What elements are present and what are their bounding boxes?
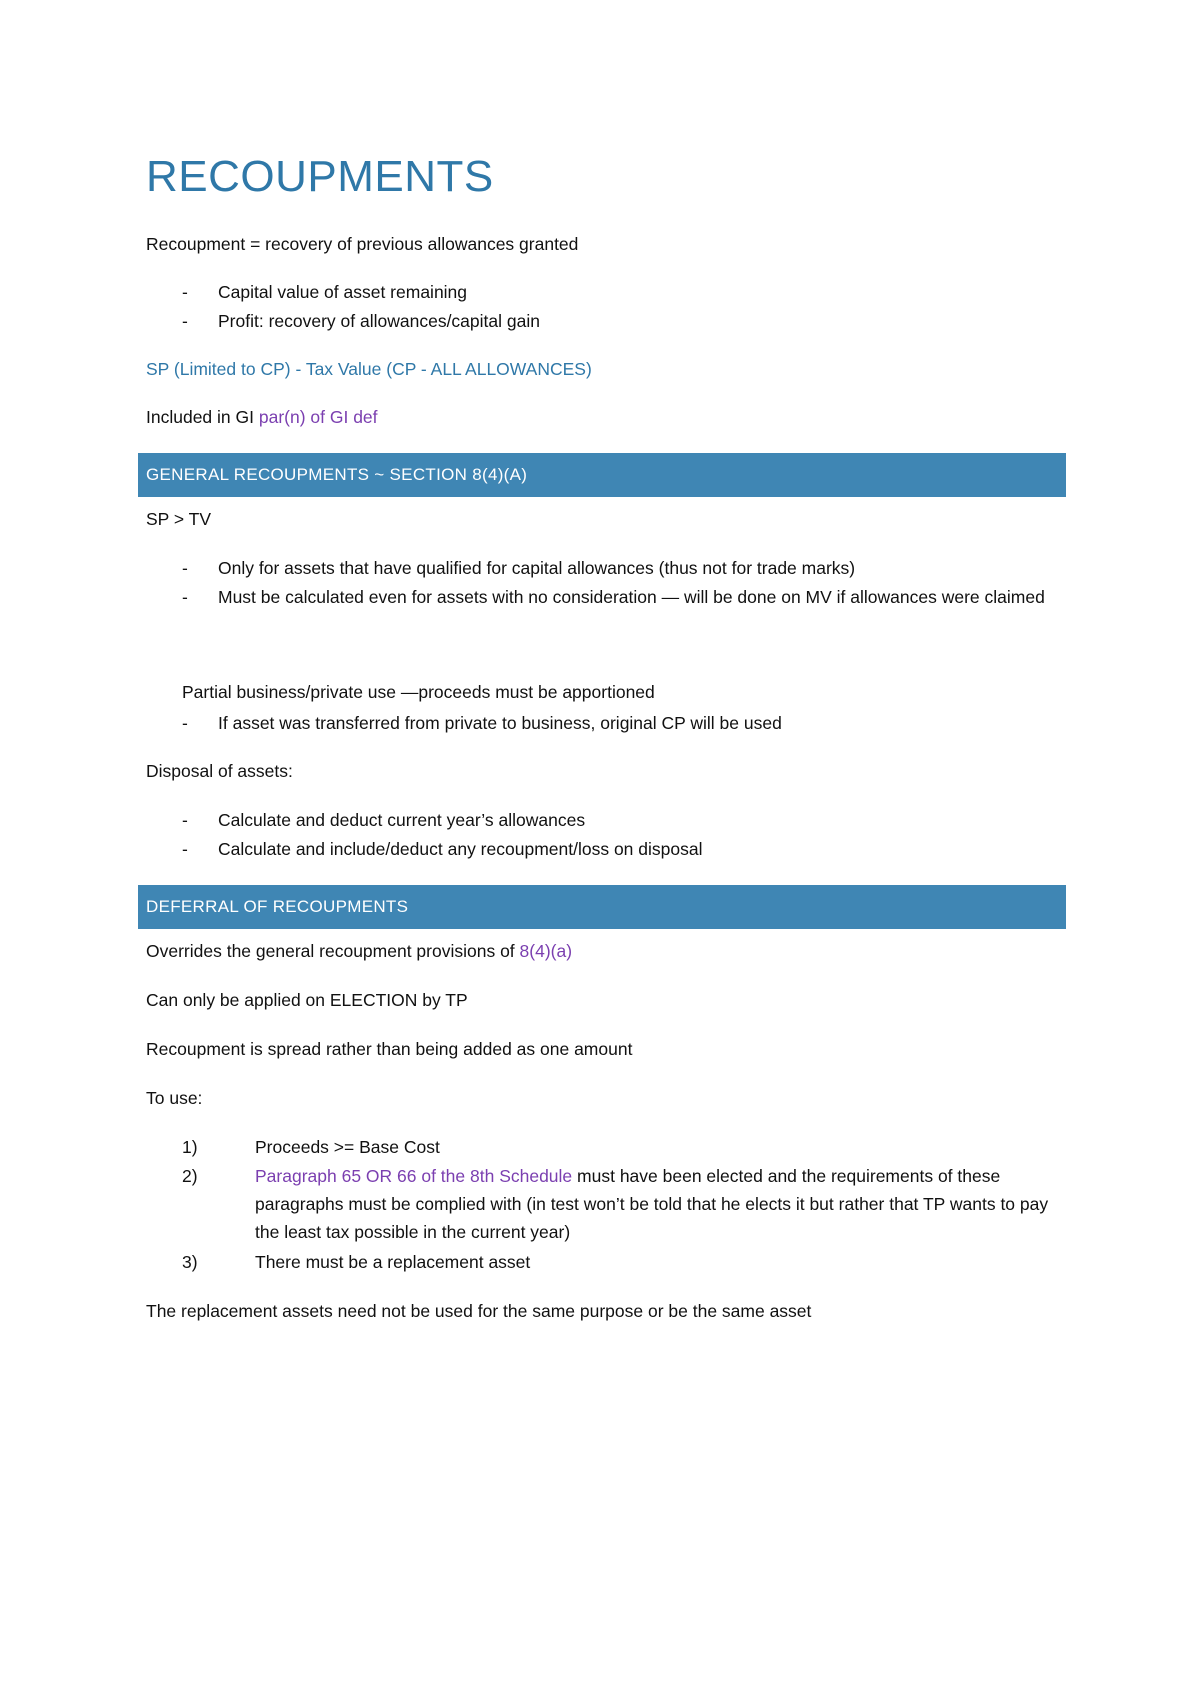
step-number: 3) bbox=[182, 1252, 198, 1272]
included-reference: par(n) of GI def bbox=[258, 407, 378, 427]
included-text bbox=[146, 403, 378, 431]
overrides-text bbox=[146, 937, 572, 965]
list-item: Calculate and deduct current year’s allowances bbox=[218, 810, 586, 830]
bullet-dash: - bbox=[182, 282, 188, 302]
step-text: Proceeds >= Base Cost bbox=[255, 1137, 440, 1157]
step-text: There must be a replacement asset bbox=[255, 1252, 531, 1272]
list-item: Profit: recovery of allowances/capital gain bbox=[218, 311, 540, 331]
replacement-text: The replacement assets need not be used for the same purpose or be the same asset bbox=[146, 1301, 812, 1321]
to-use-text: To use: bbox=[146, 1088, 203, 1108]
sp-tv-text: SP > TV bbox=[146, 509, 212, 529]
section-heading-deferral: DEFERRAL OF RECOUPMENTS bbox=[138, 885, 1066, 929]
partial-use-text: Partial business/private use —proceeds must be apportioned bbox=[182, 681, 655, 702]
bullet-dash: - bbox=[182, 810, 188, 830]
list-item: Capital value of asset remaining bbox=[218, 282, 468, 302]
disposal-heading: Disposal of assets: bbox=[146, 761, 293, 781]
list-item: If asset was transferred from private to business, original CP will be used bbox=[218, 713, 782, 733]
section-heading-general-recoupments: GENERAL RECOUPMENTS ~ SECTION 8(4)(A) bbox=[138, 453, 1066, 497]
formula-text: SP (Limited to CP) - Tax Value (CP - ALL ALLOWANCES) bbox=[146, 359, 592, 379]
step-body: must have been elected and the requirements of these paragraphs must be complied with (in test won’t be told that he elects it but rather that TP wants to pay the least tax possible in the current year) bbox=[255, 1166, 1049, 1242]
list-item: Calculate and include/deduct any recoupment/loss on disposal bbox=[218, 839, 703, 859]
overrides-reference: 8(4)(a) bbox=[519, 941, 573, 961]
overrides-prefix: Overrides the general recoupment provisions of bbox=[146, 941, 520, 961]
bullet-dash: - bbox=[182, 587, 188, 607]
bullet-dash: - bbox=[182, 839, 188, 859]
definition-text: Recoupment = recovery of previous allowances granted bbox=[146, 234, 579, 254]
list-item: Must be calculated even for assets with no consideration — will be done on MV if allowances were claimed bbox=[218, 587, 1045, 607]
bullet-dash: - bbox=[182, 558, 188, 578]
bullet-dash: - bbox=[182, 713, 188, 733]
step-number: 2) bbox=[182, 1166, 198, 1186]
election-text: Can only be applied on ELECTION by TP bbox=[146, 990, 468, 1010]
list-item: Only for assets that have qualified for capital allowances (thus not for trade marks) bbox=[218, 558, 856, 578]
included-prefix: Included in GI bbox=[146, 407, 259, 427]
page-title: RECOUPMENTS bbox=[146, 152, 494, 201]
spread-text: Recoupment is spread rather than being added as one amount bbox=[146, 1039, 633, 1059]
step-text bbox=[255, 1162, 1055, 1246]
step-reference: Paragraph 65 OR 66 of the 8th Schedule bbox=[255, 1166, 573, 1186]
step-number: 1) bbox=[182, 1137, 198, 1157]
bullet-dash: - bbox=[182, 311, 188, 331]
